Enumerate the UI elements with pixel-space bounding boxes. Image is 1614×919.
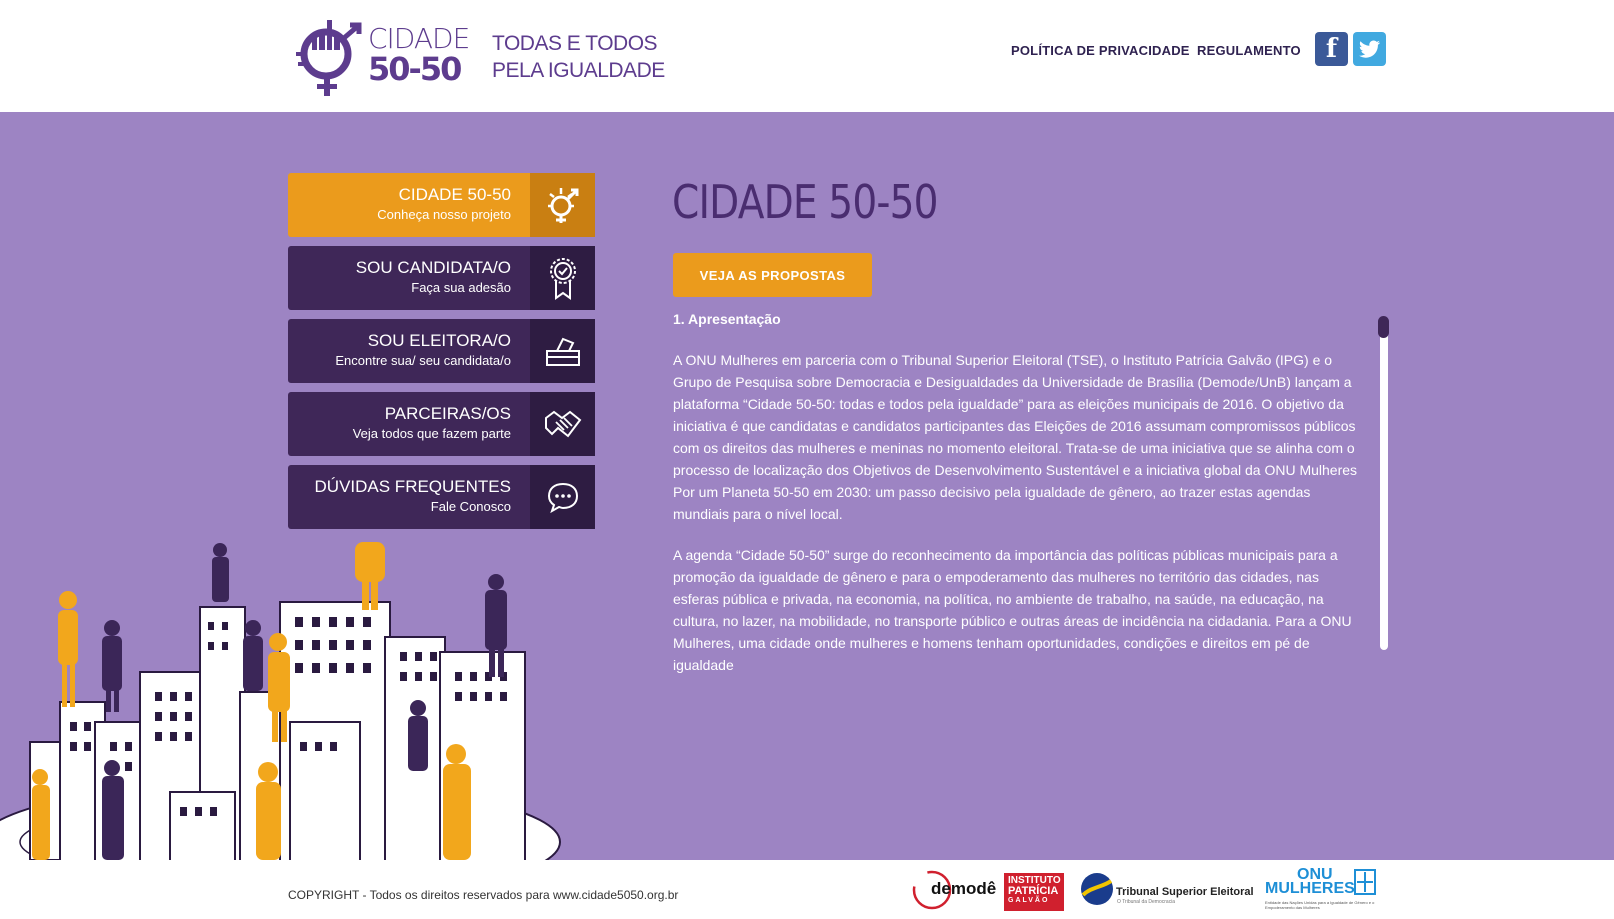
handshake-icon bbox=[530, 392, 595, 456]
partner-tse-name: Tribunal Superior Eleitoral bbox=[1116, 886, 1254, 898]
tse-emblem-icon bbox=[1079, 871, 1115, 907]
tagline-line-1: TODAS E TODOS bbox=[492, 32, 658, 55]
menu-item-subtitle: Fale Conosco bbox=[430, 499, 511, 514]
logo-line-2: 50-50 bbox=[368, 50, 461, 88]
menu-item-subtitle: Conheça nosso projeto bbox=[377, 207, 511, 222]
tagline-line-2: PELA IGUALDADE bbox=[492, 59, 665, 82]
paragraph: A agenda “Cidade 50-50” surge do reconhecimento da importância das políticas públicas municipais para a promoção da igualdade de gênero e para o empoderamento das mulheres no território das cidades, nas esferas pública e privada, na economia, na política, no ambiente de trabalho, na saúde, na educação, na cultura, no lazer, na mobilidade, no transporte público e outras áreas de incidência na cidadania. Para a ONU Mulheres, uma cidade onde mulheres e homens tenham oportunidades, condições e direitos em pé de igualdade bbox=[673, 547, 1352, 673]
menu-item-title: CIDADE 50-50 bbox=[398, 185, 511, 204]
ballot-box-icon bbox=[530, 319, 595, 383]
logo-wordmark bbox=[368, 22, 470, 88]
menu-item-title: PARCEIRAS/OS bbox=[384, 404, 511, 423]
partner-ipg-logo[interactable] bbox=[1004, 873, 1064, 911]
nav-privacy-link[interactable]: POLÍTICA DE PRIVACIDADE bbox=[1011, 43, 1190, 58]
menu-item-cidade-5050[interactable] bbox=[288, 173, 595, 237]
venus-mars-icon bbox=[530, 173, 595, 237]
menu-item-duvidas[interactable] bbox=[288, 465, 595, 529]
copyright-text: COPYRIGHT - Todos os direitos reservados para www.cidade5050.org.br bbox=[288, 888, 679, 902]
tagline bbox=[492, 30, 665, 84]
cidade-5050-logo-icon[interactable] bbox=[286, 14, 376, 98]
menu-item-subtitle: Faça sua adesão bbox=[411, 280, 511, 295]
partner-ipg-line-2: PATRÍCIA bbox=[1008, 885, 1059, 897]
scrollbar-thumb[interactable] bbox=[1378, 316, 1389, 338]
chat-bubble-icon bbox=[530, 465, 595, 529]
partner-onu-line-1: ONU bbox=[1297, 866, 1333, 883]
partner-onu-line-2: MULHERES bbox=[1265, 880, 1355, 897]
menu-item-title: DÚVIDAS FREQUENTES bbox=[314, 477, 511, 496]
menu-item-title: SOU ELEITORA/O bbox=[367, 331, 511, 350]
menu-item-candidata[interactable] bbox=[288, 246, 595, 310]
menu-item-subtitle: Encontre sua/ seu candidata/o bbox=[335, 353, 511, 368]
partner-demode-name: demodê bbox=[931, 879, 997, 898]
site-header bbox=[0, 0, 1614, 112]
partner-ipg-line-3: GALVÃO bbox=[1008, 897, 1050, 904]
menu-item-parceiras[interactable] bbox=[288, 392, 595, 456]
partner-tse-sub: O Tribunal da Democracia bbox=[1117, 899, 1176, 905]
logo-line-1: CIDADE bbox=[368, 22, 470, 55]
site-footer bbox=[0, 860, 1614, 919]
section-heading: 1. Apresentação bbox=[673, 311, 781, 327]
main-section bbox=[0, 112, 1614, 860]
partner-tse-logo[interactable] bbox=[1079, 871, 1254, 911]
onu-mulheres-emblem-icon bbox=[1353, 868, 1377, 896]
page-title: CIDADE 50-50 bbox=[672, 175, 938, 229]
menu-item-title: SOU CANDIDATA/O bbox=[355, 258, 511, 277]
partner-demode-logo[interactable] bbox=[913, 869, 997, 911]
twitter-icon[interactable] bbox=[1353, 32, 1386, 66]
veja-propostas-button[interactable]: VEJA AS PROPOSTAS bbox=[673, 253, 872, 297]
menu-item-eleitora[interactable] bbox=[288, 319, 595, 383]
content-scroll-area[interactable] bbox=[673, 308, 1363, 673]
scrollbar-track[interactable] bbox=[1380, 318, 1388, 650]
partner-onu-mulheres-logo[interactable] bbox=[1265, 866, 1380, 914]
menu-item-subtitle: Veja todos que fazem parte bbox=[352, 426, 511, 441]
paragraph: A ONU Mulheres em parceria com o Tribunal Superior Eleitoral (TSE), o Instituto Patrícia Galvão (IPG) e o Grupo de Pesquisa sobre Democracia e Desigualdades da Universidade de Brasília (Demode/UnB) lançam a plataforma “Cidade 50-50: todas e todos pela igualdade” para as eleições municipais de 2016. O objetivo da iniciativa é que candidatas e candidatos participantes das Eleições de 2016 assumam compromissos públicos com os direitos das mulheres e meninas no momento eleitoral. Trata-se de uma iniciativa que se alinha com o processo de localização dos Objetivos de Desenvolvimento Sustentável e a iniciativa global da ONU Mulheres Por um Planeta 50-50 em 2030: um passo decisivo pela igualdade de gênero, ao trazer estas agendas mundiais para o nível local. bbox=[673, 352, 1358, 522]
partner-ipg-line-1: INSTITUTO bbox=[1008, 875, 1061, 886]
facebook-icon[interactable]: f bbox=[1315, 32, 1348, 66]
badge-ribbon-icon bbox=[530, 246, 595, 310]
partner-onu-sub: Entidade das Nações Unidas para a Igualdade de Gênero e o Empoderamento das Mulheres bbox=[1265, 900, 1375, 910]
city-illustration bbox=[0, 542, 560, 860]
nav-rules-link[interactable]: REGULAMENTO bbox=[1197, 43, 1301, 58]
